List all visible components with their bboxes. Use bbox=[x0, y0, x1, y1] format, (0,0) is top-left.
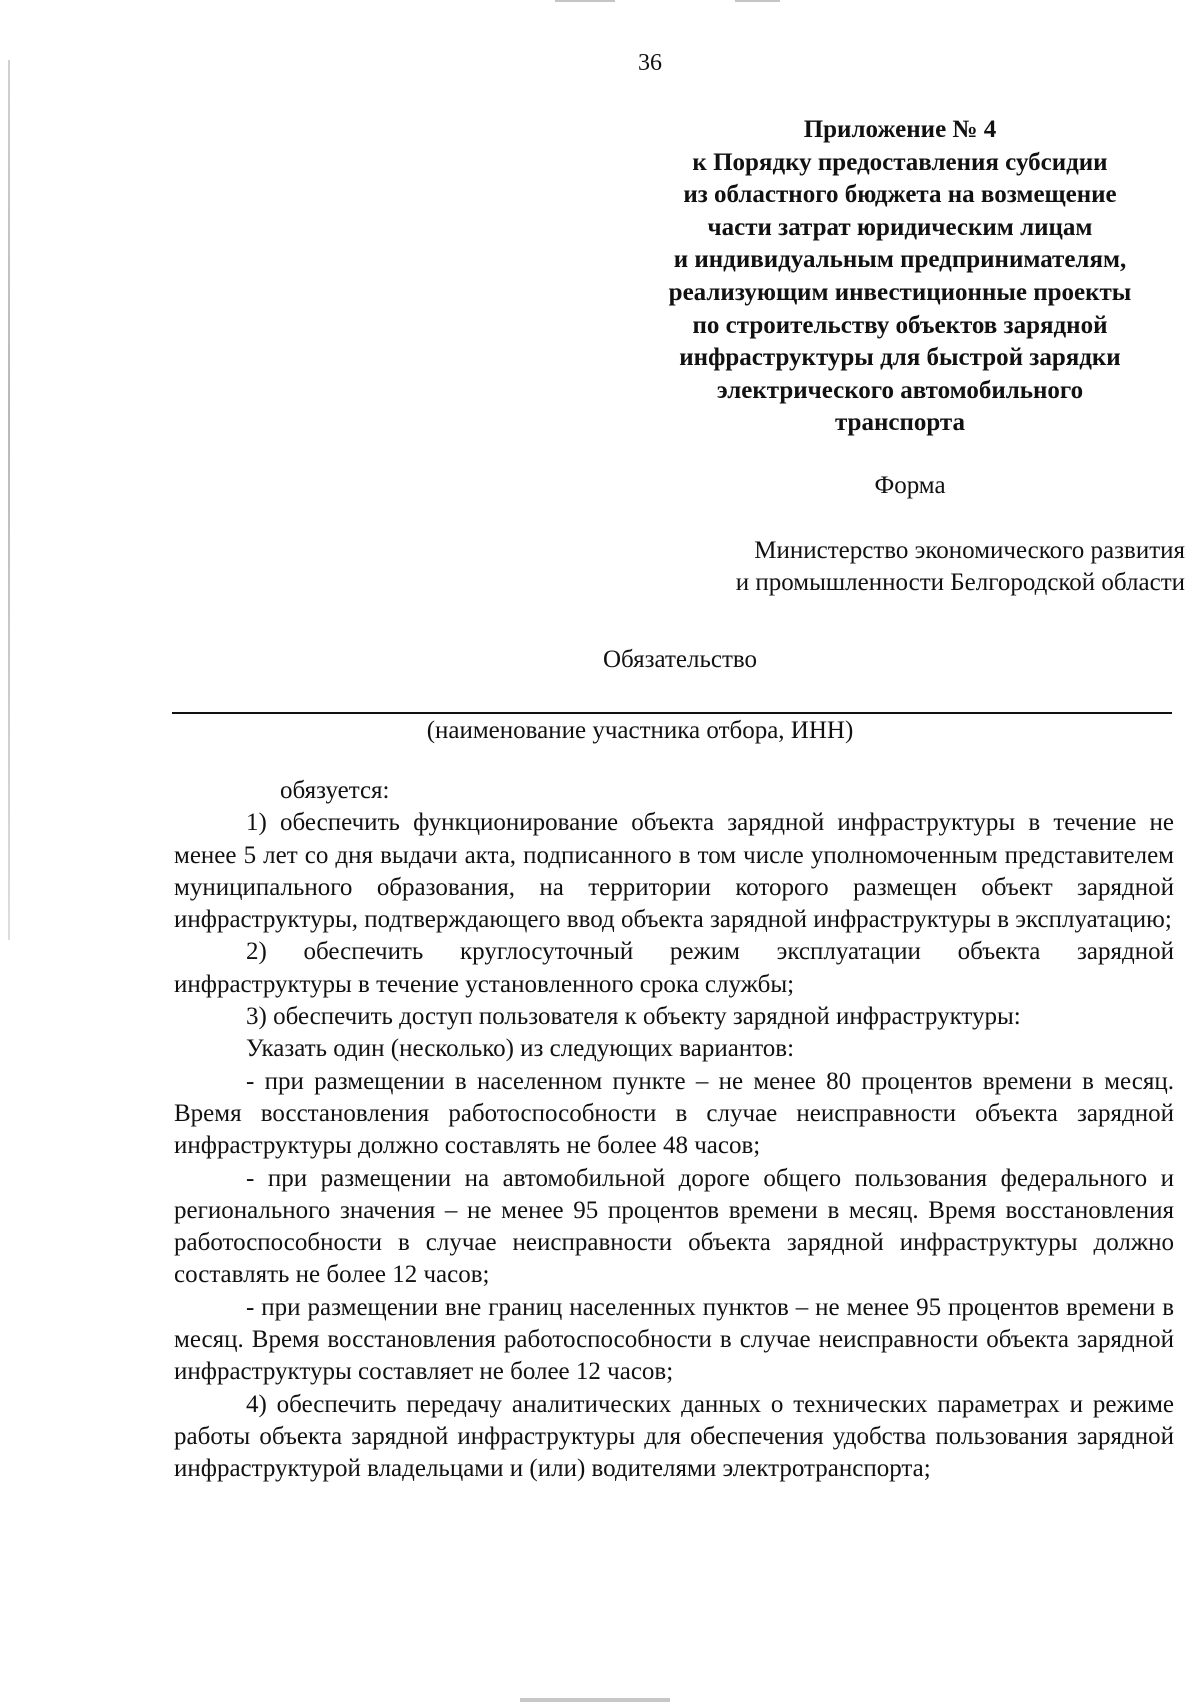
body-paragraph: 4) обеспечить передачу аналитических данных о технических параметрах и режиме работы объекта зарядной инфраструктуры для обеспечения удобства пользования зарядной инфраструктурой владельцами и (или) водителями электротранспорта; bbox=[174, 1390, 1174, 1483]
body-paragraph: 1) обеспечить функционирование объекта зарядной инфраструктуры в течение не менее 5 лет со дня выдачи акта, подписанного в том числе уполномоченным представителем муниципального образования, на территории которого размещен объект зарядной инфраструктуры, подтверждающего ввод объекта зарядной инфраструктуры в эксплуатацию; bbox=[174, 809, 1174, 934]
appendix-heading bbox=[620, 114, 1180, 440]
appendix-line: к Порядку предоставления субсидии bbox=[692, 148, 1108, 176]
appendix-line: транспорта bbox=[834, 409, 966, 437]
appendix-line: реализующим инвестиционные проекты bbox=[668, 278, 1132, 306]
appendix-line: электрического автомобильного bbox=[716, 376, 1084, 404]
document-title: Обязательство bbox=[602, 646, 758, 673]
fill-in-caption: (наименование участника отбора, ИНН) bbox=[426, 717, 854, 744]
body-paragraph: Указать один (несколько) из следующих вариантов: bbox=[246, 1035, 795, 1063]
appendix-line: инфраструктуры для быстрой зарядки bbox=[679, 344, 1121, 372]
appendix-line: из областного бюджета на возмещение bbox=[683, 181, 1117, 209]
body-paragraph: - при размещении вне границ населенных пунктов – не менее 95 процентов времени в месяц. Время восстановления работоспособности в случае неисправности объекта зарядной инфраструктуры составляет не более 12 часов; bbox=[174, 1293, 1174, 1386]
appendix-line: части затрат юридическим лицам bbox=[707, 213, 1093, 241]
document-body bbox=[174, 775, 1174, 1486]
addressee-block bbox=[600, 535, 1185, 599]
addressee-line: Министерство экономического развития bbox=[754, 537, 1185, 564]
appendix-line: Приложение № 4 bbox=[803, 116, 997, 143]
form-label: Форма bbox=[874, 472, 946, 499]
scan-top-mark bbox=[555, 0, 615, 2]
body-paragraph: - при размещении в населенном пункте – не менее 80 процентов времени в месяц. Время восстановления работоспособности в случае неисправности объекта зарядной инфраструктуры должно составлять не более 48 часов; bbox=[174, 1067, 1174, 1160]
fill-in-line bbox=[172, 712, 1172, 714]
body-intro: обязуется: bbox=[280, 777, 390, 804]
body-paragraph: 3) обеспечить доступ пользователя к объекту зарядной инфраструктуры: bbox=[246, 1003, 1021, 1031]
appendix-line: и индивидуальным предпринимателям, bbox=[673, 246, 1127, 274]
scan-bottom-mark bbox=[520, 1698, 670, 1702]
appendix-line: по строительству объектов зарядной bbox=[692, 311, 1108, 339]
body-paragraph: - при размещении на автомобильной дороге общего пользования федерального и регионального значения – не менее 95 процентов времени в месяц. Время восстановления работоспособности в случае неисправности объекта зарядной инфраструктуры должно составлять не более 12 часов; bbox=[174, 1164, 1174, 1289]
page-number: 36 bbox=[638, 50, 662, 76]
scan-top-mark bbox=[735, 0, 780, 2]
body-paragraph: 2) обеспечить круглосуточный режим эксплуатации объекта зарядной инфраструктуры в течение установленного срока службы; bbox=[174, 938, 1174, 998]
addressee-line: и промышленности Белгородской области bbox=[735, 569, 1185, 596]
scan-left-edge bbox=[8, 60, 10, 940]
